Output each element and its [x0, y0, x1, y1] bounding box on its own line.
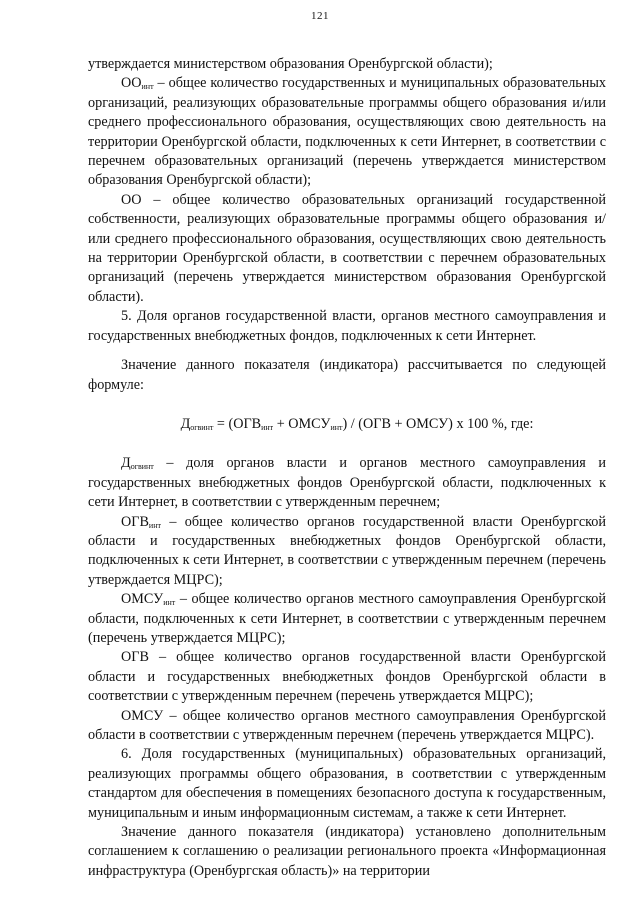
term-subscript: огвинт — [130, 462, 154, 472]
term: Д — [121, 455, 131, 472]
term: ОМСУ — [121, 591, 164, 608]
definition-text: – общее количество органов местного самоуправления Оренбургской области, подключенных к сети Интернет, в соответствии с утвержденным перечнем (перечень утверждается МЦРС); — [88, 591, 606, 646]
section-6-heading: 6. Доля государственных (муниципальных) образовательных организаций, реализующих программы общего образования, в соответствии с утвержденным стандартом для обеспечения в помещениях безопасного доступа к государственным, муниципальным и иным информационным системам, а также к сети Интернет. — [88, 746, 606, 821]
formula-lhs: Д — [180, 415, 191, 432]
page-number: 121 — [311, 10, 329, 22]
formula-subscript-1: инт — [261, 422, 274, 432]
section-6-value-note: Значение данного показателя (индикатора) установлено дополнительным соглашением к соглашению о реализации регионального проекта «Информационная инфраструктура (Оренбургская область)» на территории — [88, 824, 606, 879]
definition-ogv: ОГВ – общее количество органов государственной власти Оренбургской области и государственных внебюджетных фондов Оренбургской области в соответствии с утвержденным перечнем (перечень утверждается МЦРС); — [88, 649, 606, 705]
formula-lhs-subscript: огвинт — [190, 422, 214, 432]
definition-text: – общее количество государственных и муниципальных образовательных организаций, реализующих образовательные программы общего образования и/или среднего профессионального образования, осуществляющих свою деятельность на территории Оренбургской области, подключенных к сети Интернет, в соответствии с перечнем образовательных организаций (перечень утверждается министерством образования Оренбургской области); — [88, 75, 606, 189]
formula-rest: ) / (ОГВ + ОМСУ) х 100 %, где: — [342, 415, 534, 432]
definition-oo: ОО – общее количество образовательных организаций государственной собственности, реализующих образовательные программы общего образования и/или среднего профессионального образования, осуществляющих свою деятельность на территории Оренбургской области, в соответствии с перечнем образовательных организаций (перечень утверждается министерством образования Оренбургской области). — [88, 191, 606, 305]
term-subscript: инт — [148, 520, 161, 530]
definition-text: – доля органов власти и органов местного самоуправления и государственных внебюджетных фондов Оренбургской области, подключенных к сети Интернет, в соответствии с утвержденным перечнем; — [88, 455, 606, 511]
term: ОО — [121, 75, 142, 92]
term: ОГВ — [121, 513, 149, 530]
definition-text: – общее количество органов государственной власти Оренбургской области и государственных внебюджетных фондов Оренбургской области, подключенных к сети Интернет, в соответствии с утвержденным перечнем (перечень утверждается МЦРС); — [88, 513, 606, 588]
formula-eq: = (ОГВ — [213, 415, 262, 432]
formula-plus: + ОМСУ — [273, 415, 331, 432]
definition-oo-int — [88, 74, 606, 190]
definition-omsu: ОМСУ – общее количество органов местного самоуправления Оренбургской области в соответствии с утвержденным перечнем (перечень утверждается МЦРС). — [88, 707, 606, 743]
formula — [108, 415, 606, 434]
definition-d-ogvint — [88, 454, 606, 512]
definition-omsu-int — [88, 590, 606, 648]
formula-subscript-2: инт — [330, 422, 343, 432]
paragraph-continuation: утверждается министерством образования Оренбургской области); — [88, 56, 493, 72]
formula-intro: Значение данного показателя (индикатора) рассчитывается по следующей формуле: — [88, 357, 606, 393]
definition-ogv-int — [88, 513, 606, 591]
term-subscript: инт — [163, 598, 176, 608]
document-body — [88, 55, 606, 881]
term-subscript: инт — [141, 82, 154, 92]
section-5-heading: 5. Доля органов государственной власти, органов местного самоуправления и государственных внебюджетных фондов, подключенных к сети Интернет. — [88, 308, 606, 344]
